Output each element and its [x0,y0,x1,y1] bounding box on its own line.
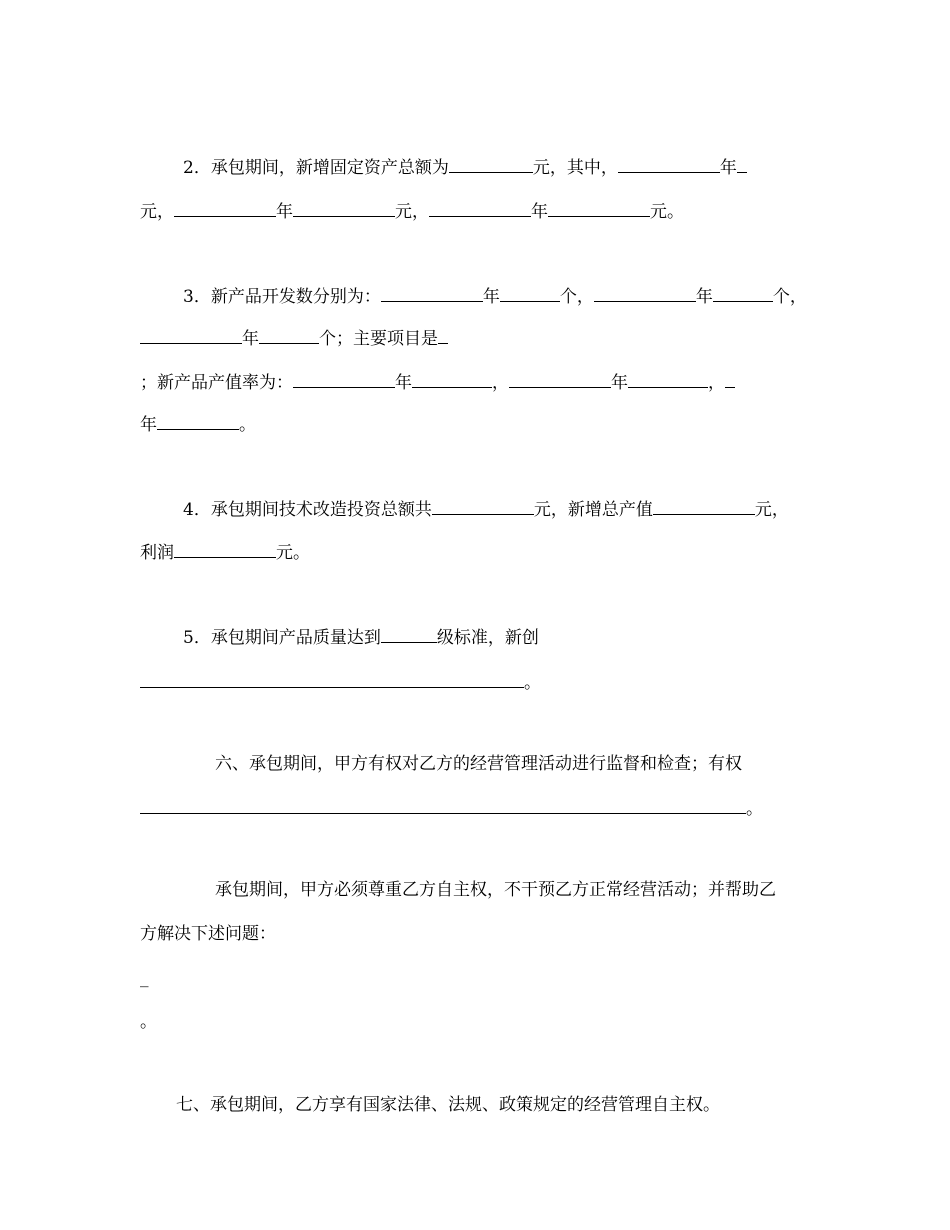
item4-line2 [140,542,310,562]
section6-line2 [140,798,763,818]
item2-year-label-1: 年 [719,158,737,178]
item4-line1 [183,499,789,519]
item3-year-label-3: 年 [242,329,259,349]
item3-ge-3: 个； [319,329,353,349]
section6-para2-line1 [215,880,776,900]
section6-para2-text1: 承包期间，甲方必须尊重乙方自主权，不干预乙方正常经营活动；并帮助乙 [215,880,776,900]
item4-prefix: 4．承包期间技术改造投资总额共 [183,500,432,520]
item2-year-blank-3[interactable] [429,201,531,217]
item5-prefix: 5．承包期间产品质量达到 [183,628,381,648]
item3-rate-year-label-1: 年 [395,373,412,393]
item3-rate-year-blank-3[interactable] [725,372,735,388]
section6-rights-blank[interactable] [140,798,746,814]
section7-heading [176,1095,720,1115]
item3-count-blank-3[interactable] [259,328,319,344]
item2-yuan-comma-2: 元， [395,202,429,222]
item3-rate-comma-1: ， [492,373,509,393]
item3-line4 [140,414,256,434]
item2-line2 [140,201,684,221]
item3-rate-blank-1[interactable] [412,372,492,388]
section6-problems-end [140,1012,157,1032]
section6-period-end: 。 [140,1012,157,1032]
item4-profit-blank[interactable] [174,542,276,558]
item3-year-label-2: 年 [695,287,713,307]
item2-yuan: 元 [532,158,550,178]
section6-text: 六、承包期间，甲方有权对乙方的经营管理活动进行监督和检查；有权 [215,754,742,774]
item3-year-blank-2[interactable] [594,286,696,302]
item3-line2 [140,328,448,348]
item3-rate-year-blank-2[interactable] [509,372,611,388]
item3-rate-comma-2: ， [708,373,725,393]
item2-year-blank-1[interactable] [618,157,720,173]
item2-line1 [183,157,747,177]
item2-amount-blank-2[interactable] [293,201,395,217]
item4-profit: 利润 [140,543,174,563]
item3-line3 [140,372,735,392]
item3-rate-blank-2[interactable] [628,372,708,388]
item3-ge-2: 个， [772,287,807,307]
section7-text: 七、承包期间，乙方享有国家法律、法规、政策规定的经营管理自主权。 [176,1095,720,1115]
item5-line1 [183,627,539,647]
item3-rate-year-label-2: 年 [611,373,628,393]
item2-year-label-2: 年 [276,202,293,222]
item3-year-blank-3[interactable] [140,328,242,344]
section6-period: 。 [746,799,763,819]
item3-rate-period: 。 [239,415,256,435]
item4-yuan-end: 元。 [276,543,310,563]
item2-year-label-3: 年 [531,202,548,222]
item5-level-blank[interactable] [381,627,437,643]
item3-count-blank-2[interactable] [713,286,773,302]
item4-new-output: 新增总产值 [567,500,653,520]
section6-heading [215,754,742,774]
item3-rate-prefix: ；新产品产值率为： [140,373,293,393]
item2-amount-blank-3[interactable] [548,201,650,217]
item4-yuan-comma-1: 元， [533,500,568,520]
item3-rate-blank-3[interactable] [157,414,239,430]
item2-yuan-end: 元。 [650,202,684,222]
section6-para2-text2: 方解决下述问题： [140,924,276,944]
item2-year-blank-2[interactable] [174,201,276,217]
item3-year-label-1: 年 [482,287,500,307]
item2-total-blank[interactable] [449,157,533,173]
section6-problems-line [140,968,149,988]
item3-ge-1: 个， [559,287,594,307]
item3-rate-year-label-3: 年 [140,415,157,435]
section6-underscore[interactable]: _ [140,968,149,988]
item5-period: 。 [524,673,541,693]
item3-main-projects: 主要项目是 [353,329,438,349]
item5-line2 [140,672,541,692]
item4-investment-blank[interactable] [432,499,534,515]
item5-new-blank[interactable] [140,672,524,688]
item3-prefix: 3．新产品开发数分别为： [183,287,381,307]
item2-amount-blank-1[interactable] [737,157,747,173]
item3-line1 [183,286,807,306]
item2-yuan-comma-1: 元， [140,202,174,222]
item3-count-blank-1[interactable] [500,286,560,302]
item4-yuan-comma-2: 元， [754,500,789,520]
item2-prefix: 2．承包期间，新增固定资产总额为 [183,158,449,178]
item3-year-blank-1[interactable] [381,286,483,302]
item3-rate-year-blank-1[interactable] [293,372,395,388]
item2-among: ，其中， [549,158,618,178]
item4-output-blank[interactable] [653,499,755,515]
item3-projects-blank[interactable] [438,328,448,344]
item5-level: 级标准，新创 [436,628,539,648]
section6-para2-line2 [140,924,276,944]
